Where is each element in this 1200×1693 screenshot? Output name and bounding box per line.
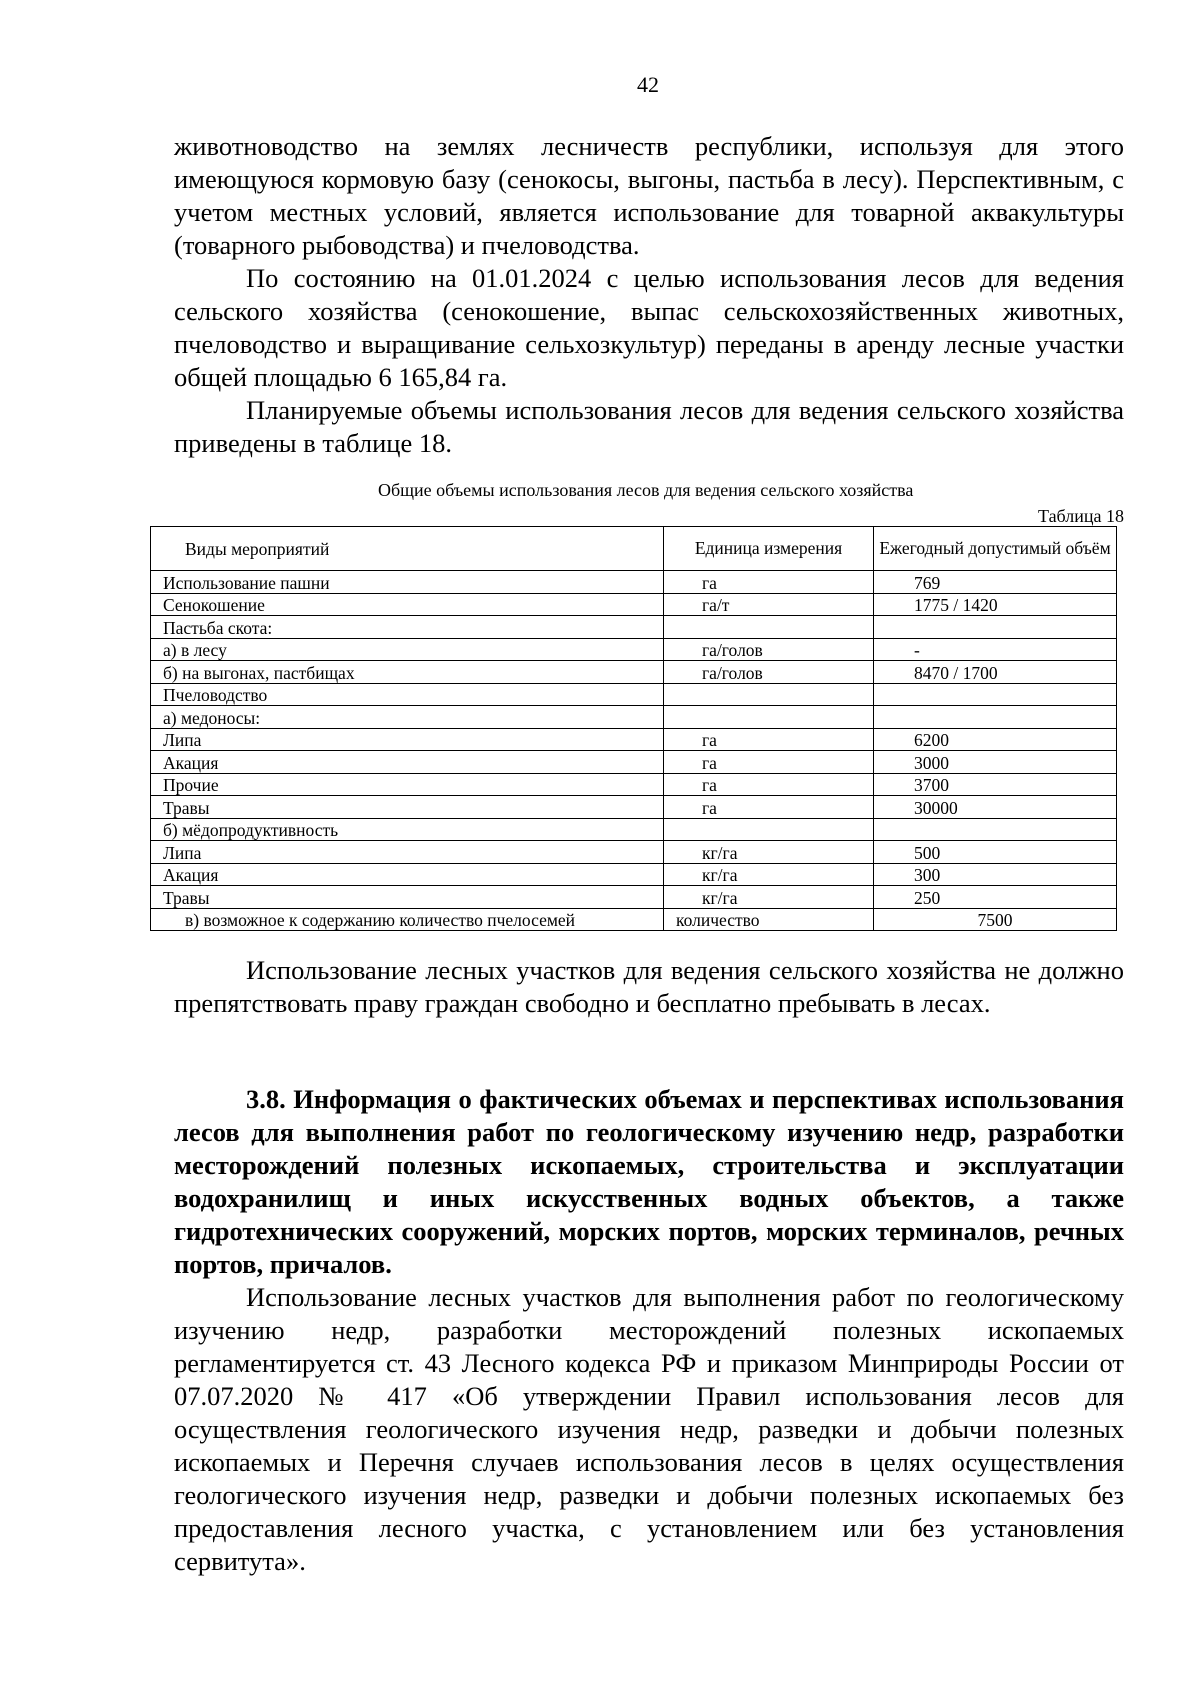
cell-value: 769	[874, 571, 1117, 594]
cell-activity: Акация	[151, 751, 664, 774]
section-body: Использование лесных участков для выполнения работ по геологическому изучению недр, разработки месторождений полезных ископаемых регламентируется ст. 43 Лесного кодекса РФ и приказом Минприроды России от 07.07.2020 № 417 «Об утверждении Правил использования лесов для осуществления геологического изучения недр, разведки и добычи полезных ископаемых и Перечня случаев использования лесов в целях осуществления геологического изучения недр, разведки и добычи полезных ископаемых без предоставления лесного участка, с установлением или без установления сервитута».	[174, 1282, 1124, 1576]
cell-value: -	[874, 638, 1117, 661]
cell-unit	[664, 616, 874, 639]
cell-activity: Липа	[151, 728, 664, 751]
cell-activity: Пастьба скота:	[151, 616, 664, 639]
table-row	[151, 818, 1117, 841]
cell-unit: га/голов	[664, 638, 874, 661]
table-row	[151, 571, 1117, 594]
cell-value: 500	[874, 841, 1117, 864]
table-row	[151, 638, 1117, 661]
table-row	[151, 706, 1117, 729]
cell-unit: кг/га	[664, 863, 874, 886]
table-row	[151, 751, 1117, 774]
cell-unit	[664, 706, 874, 729]
table-label: Таблица 18	[1038, 506, 1124, 526]
cell-value: 7500	[874, 908, 1117, 931]
paragraph: животноводство на землях лесничеств республики, используя для этого имеющуюся кормовую базу (сенокосы, выгоны, пастьба в лесу). Перспективным, с учетом местных условий, является использование для товарной аквакультуры (товарного рыбоводства) и пчеловодства.	[174, 131, 1124, 260]
table-row	[151, 863, 1117, 886]
cell-value	[874, 683, 1117, 706]
table-caption: Общие объемы использования лесов для ведения сельского хозяйства	[378, 480, 914, 500]
cell-unit: кг/га	[664, 841, 874, 864]
table-row	[151, 728, 1117, 751]
cell-value: 250	[874, 886, 1117, 909]
cell-unit: кг/га	[664, 886, 874, 909]
cell-unit: га	[664, 571, 874, 594]
section-3-8	[174, 1083, 1124, 1578]
cell-unit	[664, 818, 874, 841]
cell-value: 8470 / 1700	[874, 661, 1117, 684]
table-row	[151, 841, 1117, 864]
cell-value: 6200	[874, 728, 1117, 751]
cell-unit: га/голов	[664, 661, 874, 684]
cell-activity: Травы	[151, 796, 664, 819]
cell-value: 300	[874, 863, 1117, 886]
table-row	[151, 908, 1117, 931]
table-body	[151, 527, 1117, 931]
cell-unit: га/т	[664, 593, 874, 616]
header-unit: Единица измерения	[664, 527, 874, 571]
cell-activity: б) мёдопродуктивность	[151, 818, 664, 841]
table-row	[151, 661, 1117, 684]
header-activity: Виды мероприятий	[151, 527, 664, 571]
intro-text	[174, 130, 1124, 460]
cell-activity: Использование пашни	[151, 571, 664, 594]
table-header-row	[151, 527, 1117, 571]
cell-activity: Травы	[151, 886, 664, 909]
header-volume: Ежегодный допустимый объём	[874, 527, 1117, 571]
cell-activity: Акация	[151, 863, 664, 886]
forest-use-table	[150, 526, 1117, 931]
cell-value	[874, 818, 1117, 841]
cell-activity: Липа	[151, 841, 664, 864]
cell-activity: Пчеловодство	[151, 683, 664, 706]
cell-activity: б) на выгонах, пастбищах	[151, 661, 664, 684]
cell-unit: га	[664, 796, 874, 819]
cell-activity: Прочие	[151, 773, 664, 796]
table-row	[151, 616, 1117, 639]
table-row	[151, 796, 1117, 819]
cell-unit: га	[664, 728, 874, 751]
cell-value: 30000	[874, 796, 1117, 819]
table-row	[151, 683, 1117, 706]
after-table-text	[174, 954, 1124, 1020]
cell-activity: а) медоносы:	[151, 706, 664, 729]
cell-value	[874, 706, 1117, 729]
cell-activity: в) возможное к содержанию количество пчелосемей	[151, 908, 664, 931]
cell-unit	[664, 683, 874, 706]
cell-activity: а) в лесу	[151, 638, 664, 661]
cell-activity: Сенокошение	[151, 593, 664, 616]
cell-value: 3700	[874, 773, 1117, 796]
paragraph: По состоянию на 01.01.2024 с целью использования лесов для ведения сельского хозяйства (сенокошение, выпас сельскохозяйственных животных, пчеловодство и выращивание сельхозкультур) переданы в аренду лесные участки общей площадью 6 165,84 га.	[174, 263, 1124, 392]
table-row	[151, 773, 1117, 796]
page-number: 42	[637, 72, 659, 97]
table-row	[151, 593, 1117, 616]
table-row	[151, 886, 1117, 909]
cell-unit: количество	[664, 908, 874, 931]
cell-unit: га	[664, 773, 874, 796]
cell-unit: га	[664, 751, 874, 774]
cell-value: 1775 / 1420	[874, 593, 1117, 616]
section-heading: 3.8. Информация о фактических объемах и перспективах использования лесов для выполнения работ по геологическому изучению недр, разработки месторождений полезных ископаемых, строительства и эксплуатации водохранилищ и иных искусственных водных объектов, а также гидротехнических сооружений, морских портов, морских терминалов, речных портов, причалов.	[174, 1084, 1124, 1279]
paragraph: Планируемые объемы использования лесов для ведения сельского хозяйства приведены в таблице 18.	[174, 395, 1124, 458]
paragraph: Использование лесных участков для ведения сельского хозяйства не должно препятствовать праву граждан свободно и бесплатно пребывать в лесах.	[174, 955, 1124, 1018]
cell-value: 3000	[874, 751, 1117, 774]
cell-value	[874, 616, 1117, 639]
